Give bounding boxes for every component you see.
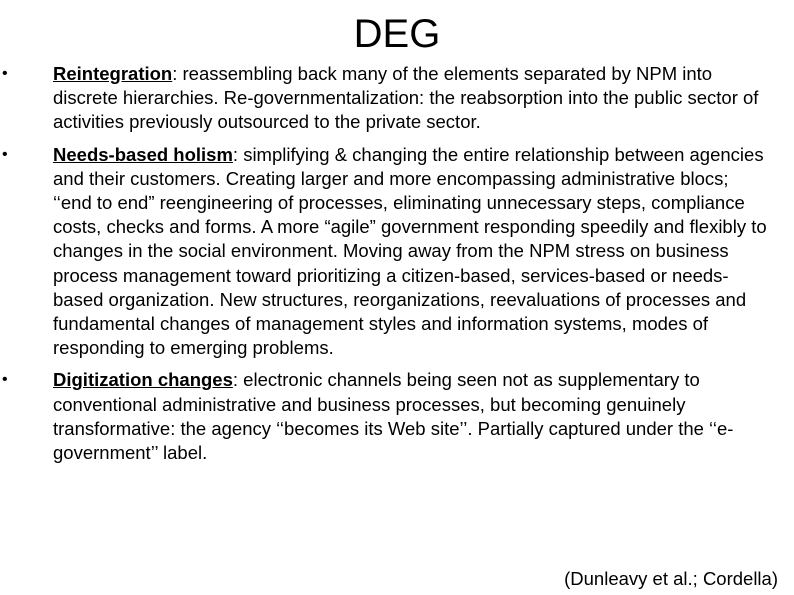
- bullet-icon: •: [2, 65, 8, 82]
- bullet-text: : electronic channels being seen not as supplementary to conventional administrative and business processes, but becoming genuinely transformative: the agency ‘‘becomes its Web site’’. Partially captured under the ‘‘e-government’’ label.: [53, 369, 734, 464]
- bullet-text: : simplifying & changing the entire relationship between agencies and their customers. Creating larger and more encompassing administrative blocs; ‘‘end to end” reengineering of processes, eliminating unnecessary steps, compliance costs, checks and forms. A more “agile” government responding speedily and flexibly to changes in the social environment. Moving away from the NPM stress on business process management toward prioritizing a citizen-based, services-based or needs-based organization. New structures, reorganizations, reevaluations of processes and fundamental changes of management styles and information systems, modes of responding to emerging problems.: [53, 143, 767, 359]
- bullet-term: Digitization changes: [53, 369, 233, 391]
- bullet-icon: •: [2, 145, 8, 163]
- bullet-text: : reassembling back many of the elements separated by NPM into discrete hierarchies. Re-governmentalization: the reabsorption into the public sector of activities previously outsourced to the private sector.: [53, 63, 759, 133]
- citation: (Dunleavy et al.; Cordella): [564, 568, 778, 589]
- bullet-item-needs-based-holism: [0, 143, 794, 361]
- bullet-list: [0, 62, 794, 465]
- bullet-icon: •: [2, 371, 8, 389]
- bullet-term: Needs-based holism: [53, 143, 233, 165]
- bullet-item-reintegration: [0, 62, 794, 135]
- bullet-term: Reintegration: [53, 63, 173, 84]
- bullet-item-digitization-changes: [0, 368, 794, 465]
- slide-title: DEG: [353, 12, 441, 56]
